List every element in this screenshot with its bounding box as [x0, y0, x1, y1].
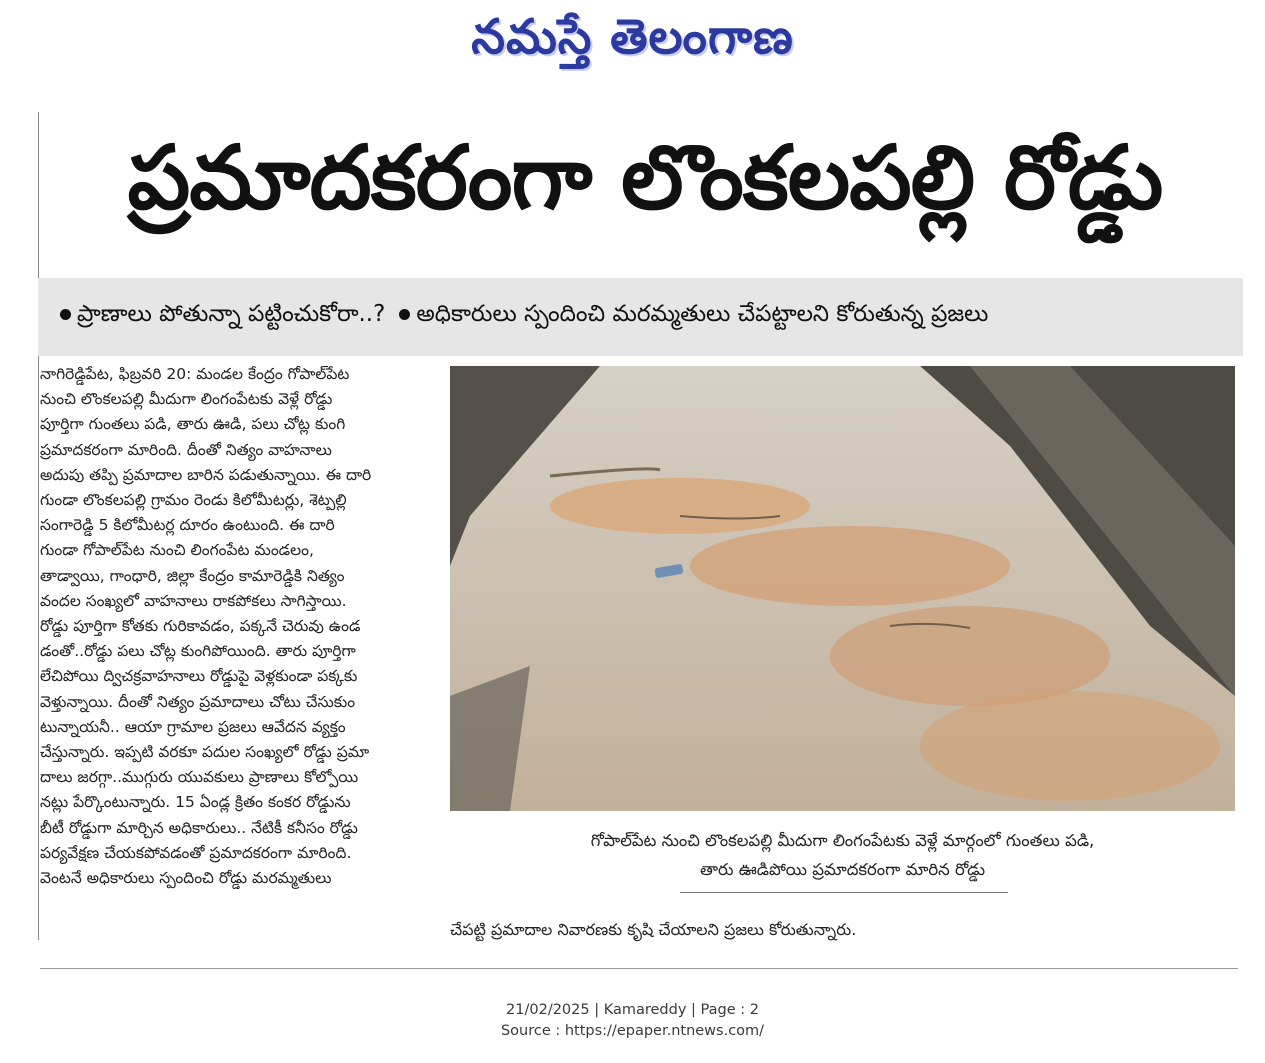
body-line: అదుపు తప్పి ప్రమాదాల బారిన పడుతున్నాయి. ఈ దారి: [40, 465, 372, 484]
body-line: చేస్తున్నారు. ఇప్పటి వరకూ పదుల సంఖ్యలో రోడ్డు ప్రమా: [40, 743, 370, 762]
article-headline: [40, 118, 1250, 258]
caption-rule: [680, 892, 1008, 893]
body-line: లేచిపోయి ద్విచక్రవాహనాలు రోడ్డుపై వెళ్లకుండా పక్కకు: [40, 667, 358, 686]
photo-caption: [450, 826, 1235, 884]
body-line: వెళ్తున్నాయి. దీంతో నిత్యం ప్రమాదాలు చోటు చేసుకుం: [40, 692, 356, 711]
bottom-rule: [40, 968, 1238, 969]
body-line: ప్రమాదకరంగా మారింది. దీంతో నిత్యం వాహనాలు: [40, 440, 332, 459]
body-line: బీటీ రోడ్డుగా మార్చిన అధికారులు.. నేటికీ కనీసం రోడ్డు: [40, 818, 358, 837]
subhead-2-text: అధికారులు స్పందించి మరమ్మతులు చేపట్టాలని కోరుతున్న ప్రజలు: [416, 301, 989, 327]
body-line: టున్నాయనీ.. ఆయా గ్రామాల ప్రజలు ఆవేదన వ్యక్తం: [40, 717, 346, 736]
body-line: వందల సంఖ్యలో వాహనాలు రాకపోకలు సాగిస్తాయి.: [40, 591, 347, 610]
footer-edition-info: 21/02/2025 | Kamareddy | Page : 2: [506, 1002, 759, 1018]
subhead-1: [60, 301, 385, 333]
newspaper-logo: నమస్తే తెలంగాణ: [471, 9, 794, 65]
article-body: [40, 362, 425, 891]
body-line: వెంటనే అధికారులు స్పందించి రోడ్డు మరమ్మతులు: [40, 869, 332, 888]
body-line: గుండా గోపాల్‌పేట నుంచి లింగంపేట మండలం,: [40, 541, 314, 560]
article-continuation: చేపట్టి ప్రమాదాల నివారణకు కృషి చేయాలని ప్రజలు కోరుతున్నారు.: [450, 920, 857, 939]
caption-line: తారు ఊడిపోయి ప్రమాదకరంగా మారిన రోడ్డు: [699, 860, 986, 879]
body-line: నాగిరెడ్డిపేట, ఫిబ్రవరి 20: మండల కేంద్రం గోపాల్‌పేట: [40, 365, 350, 383]
road-photo-illustration: [450, 366, 1235, 811]
body-line: నట్లు పేర్కొంటున్నారు. 15 ఏండ్ల క్రితం కంకర రోడ్డును: [40, 793, 351, 812]
bullet-icon: [60, 309, 71, 320]
body-line: తాడ్వాయి, గాంధారి, జిల్లా కేంద్రం కామారెడ్డికి నిత్యం: [40, 566, 345, 585]
subhead-2: [399, 301, 988, 333]
page-footer: [0, 1000, 1265, 1042]
bullet-icon: [399, 309, 410, 320]
body-line: రోడ్డు పూర్తిగా కోతకు గురికావడం, పక్కనే చెరువు ఉండ: [40, 617, 361, 636]
body-line: దాలు జరగ్గా..ముగ్గురు యువకులు ప్రాణాలు కోల్పోయి: [40, 768, 359, 787]
body-line: పర్యవేక్షణ చేయకపోవడంతో ప్రమాదకరంగా మారింది.: [40, 843, 352, 862]
column-divider-left: [38, 112, 39, 940]
road-photo: [450, 366, 1235, 811]
body-line: గుండా లొంకలపల్లి గ్రామం రెండు కిలోమీటర్లు, శెట్పల్లి: [40, 491, 347, 510]
footer-source: Source : https://epaper.ntnews.com/: [500, 1023, 765, 1039]
masthead: [0, 8, 1265, 78]
subhead-band: [38, 278, 1243, 356]
caption-line: గోపాల్‌పేట నుంచి లొంకలపల్లి మీదుగా లింగంపేటకు వెళ్లే మార్గంలో గుంతలు పడి,: [590, 831, 1095, 850]
body-line: డంతో..రోడ్డు పలు చోట్ల కుంగిపోయింది. తారు పూర్తిగా: [40, 642, 356, 661]
headline-text: ప్రమాదకరంగా లొంకలపల్లి రోడ్డు: [127, 125, 1163, 229]
subhead-1-text: ప్రాణాలు పోతున్నా పట్టించుకోరా..?: [77, 301, 386, 327]
body-line: పూర్తిగా గుంతలు పడి, తారు ఊడి, పలు చోట్ల కుంగి: [40, 415, 346, 434]
body-line: నుంచి లొంకలపల్లి మీదుగా లింగంపేటకు వెళ్లే రోడ్డు: [40, 390, 333, 409]
body-line: సంగారెడ్డి 5 కిలోమీటర్ల దూరం ఉంటుంది. ఈ దారి: [40, 516, 335, 535]
